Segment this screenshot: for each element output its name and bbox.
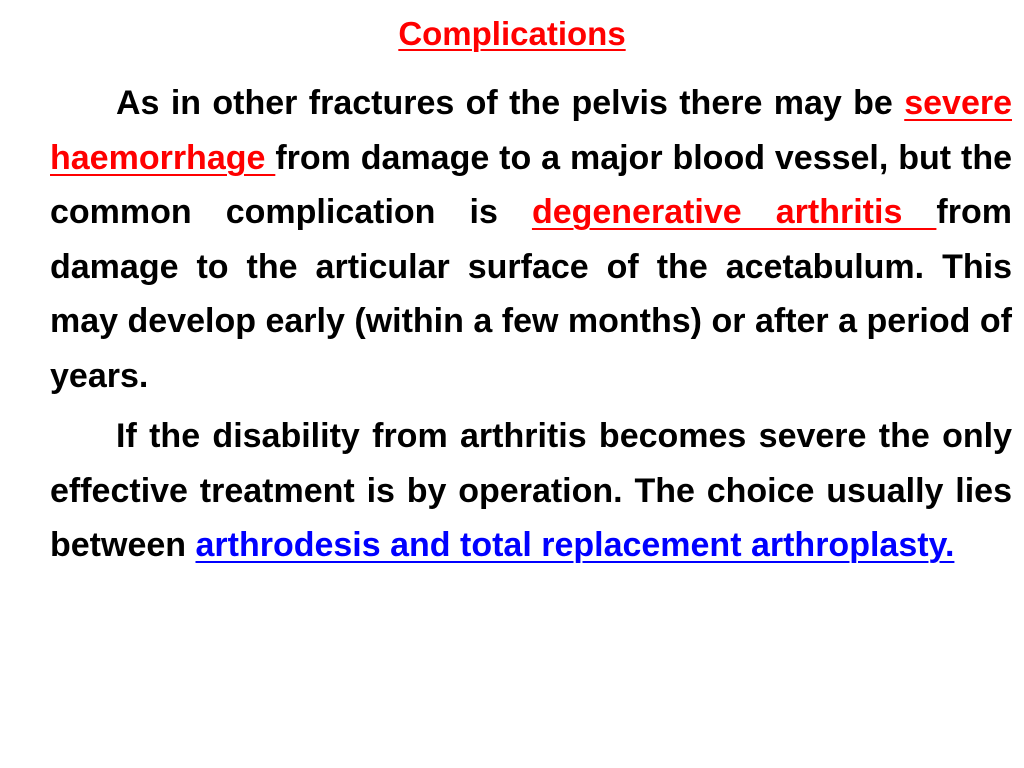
- paragraph-text: If the disability from arthritis becomes severe the only effective treatment is by operation. The choice usually lies between: [50, 417, 1012, 564]
- paragraph-text: As in other fractures of the pelvis there may be: [116, 84, 905, 122]
- link-arthrodesis-arthroplasty[interactable]: arthrodesis and total replacement arthroplasty.: [195, 526, 955, 564]
- paragraph-text: from damage to the articular surface of the acetabulum. This may develop early (within a few months) or after a period of years.: [50, 193, 1012, 395]
- highlight-degenerative-arthritis: degenerative arthritis: [531, 193, 937, 231]
- paragraph-text: from damage to a major blood vessel, but the common complication is: [50, 138, 1012, 231]
- slide-title: Complications: [398, 15, 626, 52]
- highlight-severe-haemorrhage: severe haemorrhage: [50, 84, 1012, 177]
- slide-body: [50, 76, 1012, 579]
- paragraph-treatment: [50, 409, 1012, 573]
- paragraph-complications: [50, 76, 1012, 403]
